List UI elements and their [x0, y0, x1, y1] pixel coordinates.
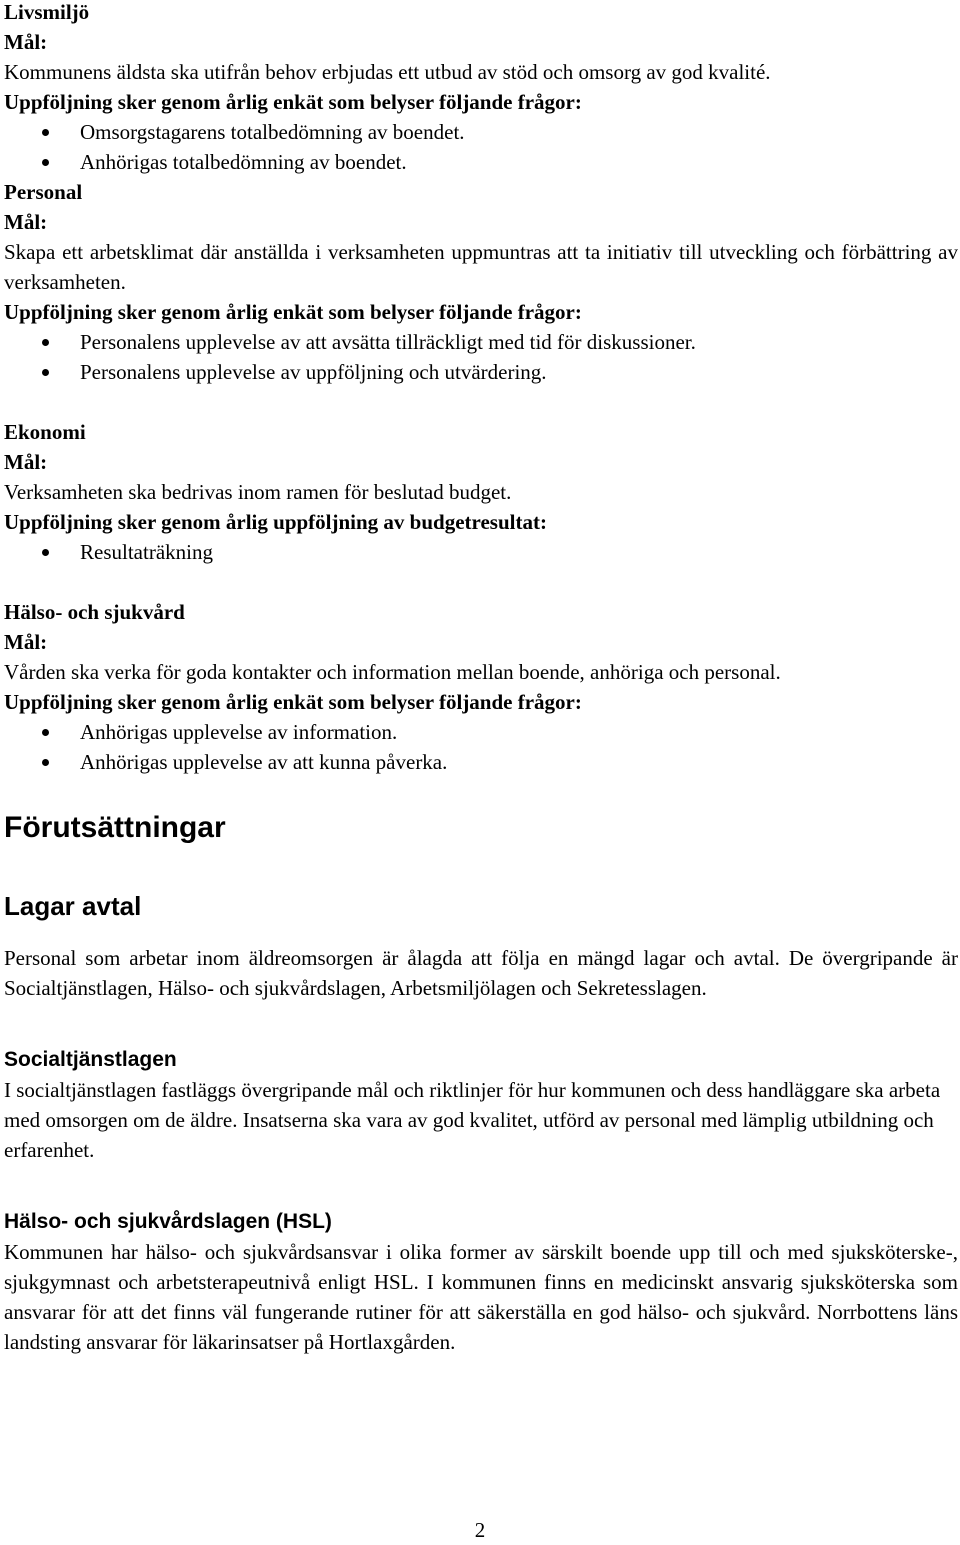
- goal-text: Kommunens äldsta ska utifrån behov erbjudas ett utbud av stöd och omsorg av god kvalité.: [4, 60, 771, 84]
- list-item: Resultaträkning: [4, 537, 958, 567]
- section-livsmiljo: [4, 0, 958, 177]
- bullet-icon: [42, 369, 49, 376]
- followup-label: Uppföljning sker genom årlig enkät som belyser följande frågor:: [4, 90, 582, 114]
- followup-list: [4, 717, 958, 777]
- subheading-hsl: Hälso- och sjukvårdslagen (HSL): [4, 1210, 332, 1233]
- hsl-text: Kommunen har hälso- och sjukvårdsansvar i olika former av särskilt boende upp till och med sjuksköterske-, sjukgymnast och arbetsterapeutnivå enligt HSL. I kommunen finns en medicinskt ansvarig sjuksköterska som ansvarar för att det finns väl fungerande rutiner för att säkerställa en god hälso- och sjukvård. Norrbottens läns landsting ansvarar för läkarinsatser på Hortlaxgården.: [4, 1240, 958, 1354]
- goal-label: Mål:: [4, 450, 48, 474]
- section-heading: Personal: [4, 180, 83, 204]
- bullet-icon: [42, 759, 49, 766]
- bullet-icon: [42, 729, 49, 736]
- goal-text: Skapa ett arbetsklimat där anställda i verksamheten uppmuntras att ta initiativ till utveckling och förbättring av verksamheten.: [4, 240, 958, 294]
- list-item: Personalens upplevelse av att avsätta tillräckligt med tid för diskussioner.: [4, 327, 958, 357]
- followup-list: [4, 117, 958, 177]
- bullet-icon: [42, 159, 49, 166]
- list-item: Personalens upplevelse av uppföljning och utvärdering.: [4, 357, 958, 387]
- bullet-icon: [42, 339, 49, 346]
- followup-label: Uppföljning sker genom årlig uppföljning av budgetresultat:: [4, 510, 547, 534]
- goal-text: Vården ska verka för goda kontakter och information mellan boende, anhöriga och personal.: [4, 660, 781, 684]
- section-heading: Hälso- och sjukvård: [4, 600, 185, 624]
- section-forutsattningar: [4, 808, 958, 1357]
- spacer: [4, 567, 958, 597]
- followup-list: [4, 537, 958, 567]
- section-heading: Livsmiljö: [4, 0, 90, 24]
- list-item: Anhörigas upplevelse av att kunna påverka.: [4, 747, 958, 777]
- goal-label: Mål:: [4, 30, 48, 54]
- subheading-lagar-avtal: Lagar avtal: [4, 891, 142, 921]
- list-item: Anhörigas upplevelse av information.: [4, 717, 958, 747]
- section-heading: Ekonomi: [4, 420, 86, 444]
- subheading-socialtjanstlagen: Socialtjänstlagen: [4, 1048, 177, 1071]
- spacer: [4, 387, 958, 417]
- bullet-icon: [42, 549, 49, 556]
- followup-list: [4, 327, 958, 387]
- followup-label: Uppföljning sker genom årlig enkät som belyser följande frågor:: [4, 690, 582, 714]
- section-halso-och-sjukvard: [4, 597, 958, 777]
- list-item: Anhörigas totalbedömning av boendet.: [4, 147, 958, 177]
- goal-label: Mål:: [4, 210, 48, 234]
- socialtjanstlagen-text: I socialtjänstlagen fastläggs övergripande mål och riktlinjer för hur kommunen och dess handläggare ska arbeta med omsorgen om de äldre. Insatserna ska vara av god kvalitet, utförd av personal med lämplig utbildning och erfarenhet.: [4, 1078, 941, 1162]
- section-ekonomi: [4, 417, 958, 567]
- lagar-avtal-text: Personal som arbetar inom äldreomsorgen är ålagda att följa en mängd lagar och avtal. De övergripande är Socialtjänstlagen, Hälso- och sjukvårdslagen, Arbetsmiljölagen och Sekretesslagen.: [4, 946, 958, 1000]
- goal-text: Verksamheten ska bedrivas inom ramen för beslutad budget.: [4, 480, 512, 504]
- page-number: 2: [474, 1518, 486, 1542]
- followup-label: Uppföljning sker genom årlig enkät som belyser följande frågor:: [4, 300, 582, 324]
- document-page: [4, 0, 958, 1357]
- list-item: Omsorgstagarens totalbedömning av boendet.: [4, 117, 958, 147]
- bullet-icon: [42, 129, 49, 136]
- section-personal: [4, 177, 958, 387]
- page-heading: Förutsättningar: [4, 811, 226, 844]
- goal-label: Mål:: [4, 630, 48, 654]
